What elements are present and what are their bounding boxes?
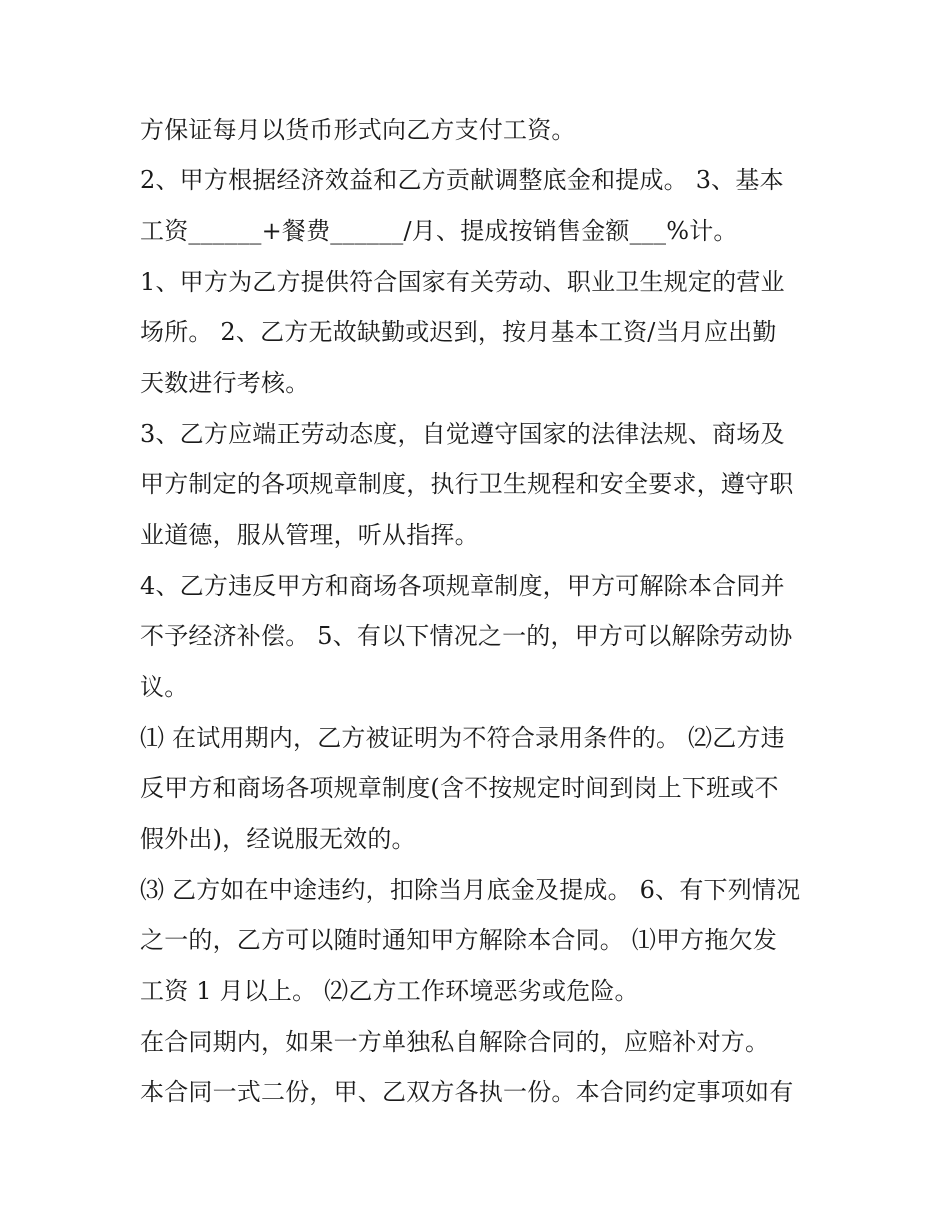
text-line: ⑶ 乙方如在中途违约，扣除当月底金及提成。 6、有下列情况 <box>140 876 801 904</box>
text-line: 议。 <box>140 673 189 701</box>
text-line: 甲方制定的各项规章制度，执行卫生规程和安全要求，遵守职 <box>140 470 794 498</box>
text-line: 本合同一式二份，甲、乙双方各执一份。本合同约定事项如有 <box>140 1078 794 1106</box>
text-line: ⑴ 在试用期内，乙方被证明为不符合录用条件的。 ⑵乙方违 <box>140 724 785 752</box>
text-line: 反甲方和商场各项规章制度(含不按规定时间到岗上下班或不 <box>140 774 779 802</box>
text-line: 场所。 2、乙方无故缺勤或迟到，按月基本工资/当月应出勤 <box>140 318 777 346</box>
text-line: 1、甲方为乙方提供符合国家有关劳动、职业卫生规定的营业 <box>140 268 785 296</box>
text-line: 业道德，服从管理，听从指挥。 <box>140 521 479 549</box>
text-line: 不予经济补偿。 5、有以下情况之一的，甲方可以解除劳动协 <box>140 622 793 650</box>
text-line: 3、乙方应端正劳动态度，自觉遵守国家的法律法规、商场及 <box>140 420 785 448</box>
text-line: 方保证每月以货币形式向乙方支付工资。 <box>140 116 576 144</box>
text-line: 在合同期内，如果一方单独私自解除合同的，应赔补对方。 <box>140 1028 770 1056</box>
text-line: 2、甲方根据经济效益和乙方贡献调整底金和提成。 3、基本 <box>140 166 784 194</box>
text-line: 工资______+餐费______/月、提成按销售金额___%计。 <box>140 217 738 245</box>
text-line: 假外出)，经说服无效的。 <box>140 825 416 853</box>
text-line: 天数进行考核。 <box>140 369 310 397</box>
text-line: 之一的，乙方可以随时通知甲方解除本合同。 ⑴甲方拖欠发 <box>140 926 778 954</box>
text-line: 工资 1 月以上。 ⑵乙方工作环境恶劣或危险。 <box>140 977 639 1005</box>
text-line: 4、乙方违反甲方和商场各项规章制度，甲方可解除本合同并 <box>140 572 785 600</box>
